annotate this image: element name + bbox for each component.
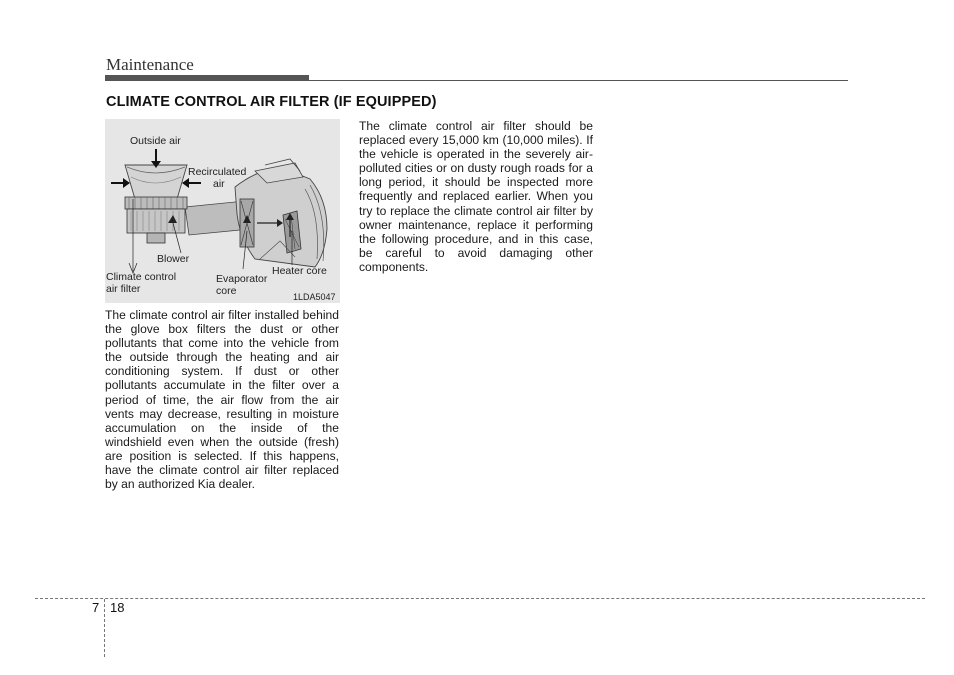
chapter-number: 7: [92, 600, 100, 615]
label-recirculated: Recirculated: [188, 166, 247, 178]
label-recirculated-air: air: [213, 178, 225, 190]
label-heater-core: Heater core: [272, 265, 327, 277]
air-filter-diagram: [105, 119, 340, 303]
label-evaporator-core: core: [216, 285, 237, 297]
label-blower: Blower: [157, 253, 190, 265]
section-heading: CLIMATE CONTROL AIR FILTER (IF EQUIPPED): [106, 94, 437, 110]
footer-divider: [104, 599, 105, 657]
paragraph-replacement-interval: The climate control air filter should be replaced every 15,000 km (10,000 miles). If the vehicle is operated in the severely air-polluted cities or on dusty rough roads for a long period, it should be inspected more frequently and replaced earlier. When you try to replace the climate control air filter by owner maintenance, replace it performing the following procedure, and in this case, be careful to avoid damaging other components.: [359, 119, 593, 274]
label-climate-control: Climate control: [106, 271, 177, 283]
label-evaporator: Evaporator: [216, 273, 268, 285]
footer-rule: [35, 598, 925, 599]
header-rule: [105, 80, 848, 81]
page-number: 18: [110, 600, 125, 615]
label-outside-air: Outside air: [130, 135, 181, 147]
label-air-filter: air filter: [106, 283, 141, 295]
page-header-title: Maintenance: [106, 55, 194, 74]
figure-code: 1LDA5047: [293, 292, 336, 302]
paragraph-filter-function: The climate control air filter installed behind the glove box filters the dust or other pollutants that come into the vehicle from the outside through the heating and air conditioning system. If dust or other pollutants accumulate in the filter over a period of time, the air flow from the air vents may decrease, resulting in moisture accumulation on the inside of the windshield even when the outside (fresh) are position is selected. If this happens, have the climate control air filter replaced by an authorized Kia dealer.: [105, 308, 339, 492]
